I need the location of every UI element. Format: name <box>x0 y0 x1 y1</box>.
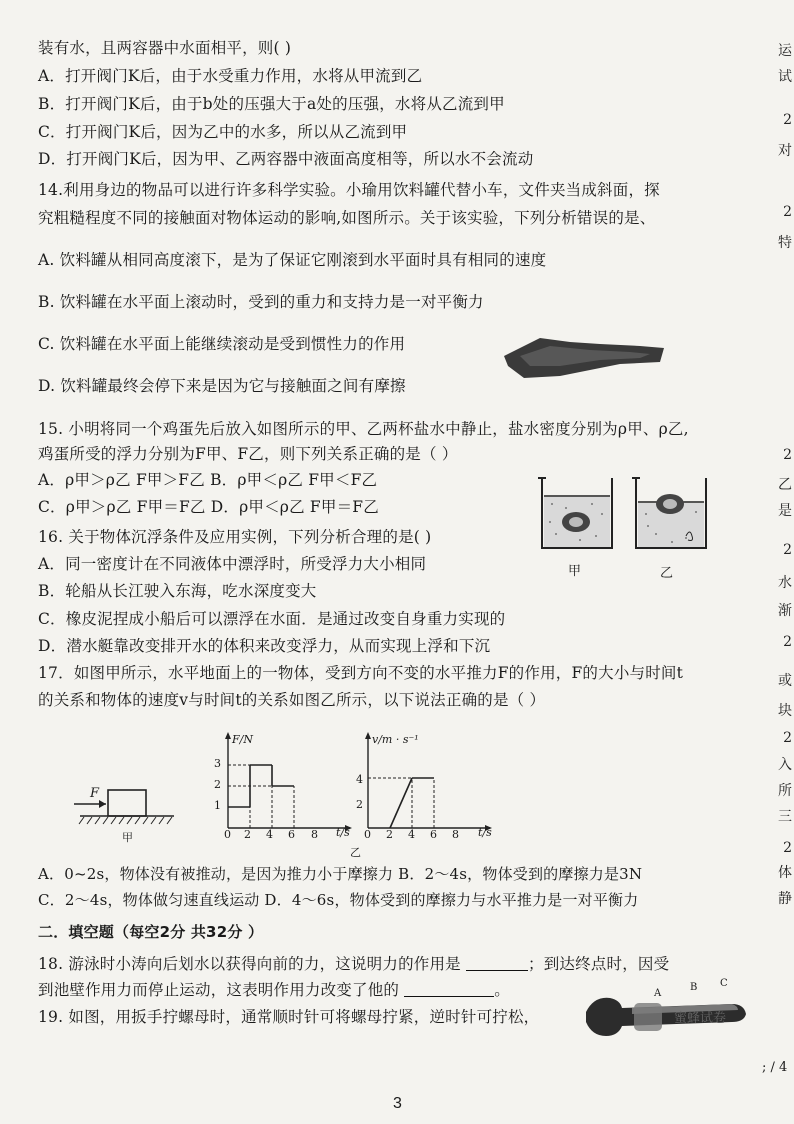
graph2-ytick-4: 4 <box>356 773 363 786</box>
edge-char: 是 <box>778 503 792 519</box>
graph1-ytick-1: 1 <box>214 799 221 812</box>
wrench-label-a: A <box>654 988 662 999</box>
graph1-xtick-0: 0 <box>224 828 231 841</box>
edge-char: 2 <box>783 634 792 650</box>
q18-blank-1[interactable] <box>466 956 528 971</box>
graph2-ytick-2: 2 <box>356 798 363 811</box>
force-label: F <box>90 786 100 801</box>
beakers-figure <box>536 474 716 554</box>
edge-char: 入 <box>778 757 792 773</box>
q14-stem-2: 究粗糙程度不同的接触面对物体运动的影响,如图所示。关于该实验，下列分析错误的是、 <box>38 209 656 227</box>
corner-mark: ; / 4 <box>762 1060 788 1075</box>
wrench-label-b: B <box>690 982 698 993</box>
q17-stem-2: 的关系和物体的速度v与时间t的关系如图乙所示，以下说法正确的是（ ） <box>38 691 546 709</box>
edge-char: 2 <box>783 730 792 746</box>
graph2-xtick-8: 8 <box>452 828 459 841</box>
q15-options-ab: A．ρ甲＞ρ乙 F甲＞F乙 B．ρ甲＜ρ乙 F甲＜F乙 <box>38 471 378 489</box>
edge-char: 2 <box>783 204 792 220</box>
beaker-label-jia: 甲 <box>568 564 582 579</box>
q18-blank-2[interactable] <box>404 982 494 997</box>
q13-option-c: C．打开阀门K后，因为乙中的水多，所以从乙流到甲 <box>38 123 408 141</box>
q16-option-b: B．轮船从长江驶入东海，吃水深度变大 <box>38 582 317 600</box>
q18-line-2 <box>38 980 510 1000</box>
fig-label-yi: 乙 <box>350 846 361 859</box>
edge-char: 乙 <box>778 477 792 493</box>
edge-char: 块 <box>778 703 792 719</box>
fig-label-jia: 甲 <box>122 831 133 844</box>
q13-option-b: B．打开阀门K后，由于b处的压强大于a处的压强，水将从乙流到甲 <box>38 95 505 113</box>
beaker-label-yi: 乙 <box>660 566 674 581</box>
edge-char: 或 <box>778 673 792 689</box>
graph1-xtick-4: 4 <box>266 828 273 841</box>
q14-stem-1: 14.利用身边的物品可以进行许多科学实验。小瑜用饮料罐代替小车，文件夹当成斜面，探 <box>38 181 660 199</box>
edge-char: 特 <box>778 235 792 251</box>
q17-options-ab: A．0~2s，物体没有被推动，是因为推力小于摩擦力 B．2～4s，物体受到的摩擦力是3N <box>38 865 643 883</box>
force-series <box>228 765 294 828</box>
graph2-xtick-0: 0 <box>364 828 371 841</box>
q18-line-1 <box>38 954 669 974</box>
velocity-series <box>368 778 434 828</box>
watermark-logo-icon <box>634 1003 662 1031</box>
edge-char: 所 <box>778 783 792 799</box>
graph1-xtick-6: 6 <box>288 828 295 841</box>
page-number: 3 <box>393 1095 402 1112</box>
edge-char: 三 <box>778 809 792 825</box>
graph1-ytick-3: 3 <box>214 757 221 770</box>
q15-stem-2: 鸡蛋所受的浮力分别为F甲、F乙，则下列关系正确的是（ ） <box>38 445 458 463</box>
q13-option-d: D．打开阀门K后，因为甲、乙两容器中液面高度相等，所以水不会流动 <box>38 150 534 168</box>
q18-text-1-tail: ；到达终点时，因受 <box>528 955 670 973</box>
graph1-ylabel: F/N <box>232 733 253 746</box>
q14-option-b: B. 饮料罐在水平面上滚动时，受到的重力和支持力是一对平衡力 <box>38 293 484 311</box>
graph2-xtick-4: 4 <box>408 828 415 841</box>
q14-option-a: A. 饮料罐从相同高度滚下，是为了保证它刚滚到水平面时具有相同的速度 <box>38 251 547 269</box>
q16-option-a: A．同一密度计在不同液体中漂浮时，所受浮力大小相同 <box>38 555 427 573</box>
edge-char: 水 <box>778 575 792 591</box>
q16-stem: 16. 关于物体沉浮条件及应用实例，下列分析合理的是( ) <box>38 528 432 546</box>
q17-stem-1: 17．如图甲所示，水平地面上的一物体，受到方向不变的水平推力F的作用，F的大小与时间t <box>38 664 684 682</box>
q14-option-c: C. 饮料罐在水平面上能继续滚动是受到惯性力的作用 <box>38 335 406 353</box>
graph1-xtick-8: 8 <box>311 828 318 841</box>
edge-char: 2 <box>783 447 792 463</box>
q13-stem: 装有水，且两容器中水面相平，则( ) <box>38 39 292 57</box>
data-segment <box>390 778 412 828</box>
edge-char: 对 <box>778 143 792 159</box>
graph1-xlabel: t/s <box>336 826 350 839</box>
q18-text-1: 18. 游泳时小涛向后划水以获得向前的力，这说明力的作用是 <box>38 955 461 973</box>
q18-text-2: 到池壁作用力而停止运动，这表明作用力改变了他的 <box>38 981 400 999</box>
block-figure <box>70 780 180 830</box>
graph2-ylabel: v/m · s⁻¹ <box>372 733 419 746</box>
graph2-xtick-2: 2 <box>386 828 393 841</box>
q16-option-c: C．橡皮泥捏成小船后可以漂浮在水面．是通过改变自身重力实现的 <box>38 610 506 628</box>
q19-line-1: 19. 如图，用扳手拧螺母时，通常顺时针可将螺母拧紧，逆时针可拧松， <box>38 1008 540 1026</box>
q15-stem-1: 15. 小明将同一个鸡蛋先后放入如图所示的甲、乙两杯盐水中静止，盐水密度分别为ρ甲、ρ乙, <box>38 420 689 438</box>
edge-char: 体 <box>778 865 792 881</box>
edge-char: 2 <box>783 112 792 128</box>
graph2-xtick-6: 6 <box>430 828 437 841</box>
q15-options-cd: C．ρ甲＞ρ乙 F甲＝F乙 D．ρ甲＜ρ乙 F甲＝F乙 <box>38 498 379 516</box>
q18-text-2-tail: 。 <box>494 981 510 999</box>
edge-char: 2 <box>783 840 792 856</box>
watermark-text: 蜜蜂试卷 <box>674 1011 727 1026</box>
wrench-label-c: C <box>720 978 728 989</box>
edge-char: 渐 <box>778 603 792 619</box>
edge-char: 试 <box>778 69 792 85</box>
edge-char: 静 <box>778 891 792 907</box>
graph1-ytick-2: 2 <box>214 778 221 791</box>
q14-option-d: D. 饮料罐最终会停下来是因为它与接触面之间有摩擦 <box>38 377 406 395</box>
graph2-xlabel: t/s <box>478 826 492 839</box>
edge-char: 运 <box>778 43 792 59</box>
edge-char: 2 <box>783 542 792 558</box>
q17-options-cd: C．2～4s，物体做匀速直线运动 D．4～6s，物体受到的摩擦力与水平推力是一对平衡力 <box>38 891 639 909</box>
watermark <box>634 1003 754 1031</box>
q13-option-a: A．打开阀门K后，由于水受重力作用，水将从甲流到乙 <box>38 67 423 85</box>
section-title: 二．填空题（每空2分 共32分 ） <box>38 923 264 941</box>
ramp-figure <box>500 326 668 386</box>
graph1-xtick-2: 2 <box>244 828 251 841</box>
q16-option-d: D．潜水艇靠改变排开水的体积来改变浮力，从而实现上浮和下沉 <box>38 637 491 655</box>
